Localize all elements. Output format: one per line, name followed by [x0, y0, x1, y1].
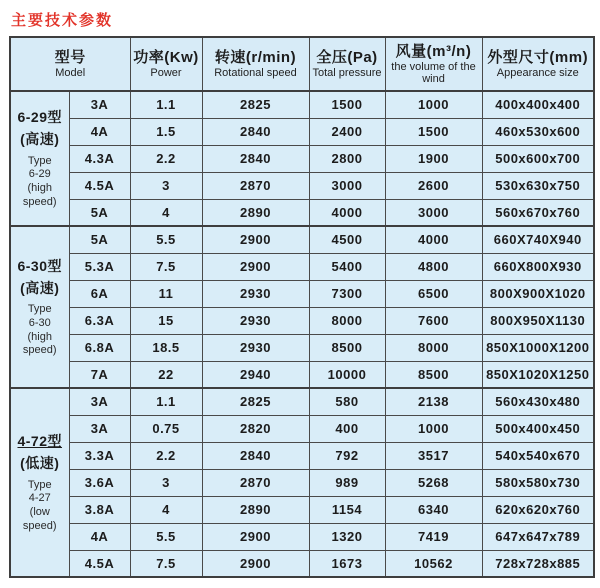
model-cell: 7A: [69, 361, 130, 388]
speed-cell: 2890: [202, 199, 309, 226]
group-label-en: Type: [27, 478, 52, 491]
volume-cell: 2600: [385, 172, 482, 199]
group-label-zh: (低速): [20, 455, 60, 471]
header-label-en: Model: [55, 67, 86, 80]
volume-cell: 7600: [385, 307, 482, 334]
size-cell: 728x728x885: [482, 550, 594, 577]
table-row: [10, 496, 594, 523]
pressure-cell: 3000: [309, 172, 385, 199]
column-header-pressure: [385, 37, 482, 91]
size-cell: 400x400x400: [482, 91, 594, 118]
model-cell: 6.8A: [69, 334, 130, 361]
header-label-zh: 全压(Pa): [316, 48, 378, 66]
pressure-cell: 1500: [309, 91, 385, 118]
size-cell: 647x647x789: [482, 523, 594, 550]
power-cell: 5.5: [130, 226, 202, 253]
table-row: [10, 280, 594, 307]
table-row: [10, 388, 594, 415]
pressure-cell: 400: [309, 415, 385, 442]
size-cell: 460x530x600: [482, 118, 594, 145]
model-cell: 4A: [69, 118, 130, 145]
volume-cell: 7419: [385, 523, 482, 550]
pressure-cell: 10000: [309, 361, 385, 388]
speed-cell: 2900: [202, 550, 309, 577]
pressure-cell: 4500: [309, 226, 385, 253]
speed-cell: 2900: [202, 226, 309, 253]
size-cell: 800X900X1020: [482, 280, 594, 307]
power-cell: 2.2: [130, 145, 202, 172]
header-label-zh: 风量(m³/n): [395, 42, 472, 60]
pressure-cell: 8500: [309, 334, 385, 361]
size-cell: 620x620x760: [482, 496, 594, 523]
table-row: [10, 118, 594, 145]
speed-cell: 2900: [202, 523, 309, 550]
volume-cell: 6340: [385, 496, 482, 523]
size-cell: 560x430x480: [482, 388, 594, 415]
column-header-model: [130, 37, 202, 91]
model-cell: 5A: [69, 199, 130, 226]
table-row: [10, 523, 594, 550]
pressure-cell: 580: [309, 388, 385, 415]
power-cell: 15: [130, 307, 202, 334]
group-label-en: (low: [29, 506, 50, 519]
speed-cell: 2820: [202, 415, 309, 442]
size-cell: 530x630x750: [482, 172, 594, 199]
size-cell: 660X740X940: [482, 226, 594, 253]
column-header-speed: [309, 37, 385, 91]
power-cell: 1.1: [130, 388, 202, 415]
power-cell: 3: [130, 469, 202, 496]
model-cell: 3A: [69, 91, 130, 118]
header-label-zh: 型号: [54, 48, 86, 66]
size-cell: 800X950X1130: [482, 307, 594, 334]
power-cell: 18.5: [130, 334, 202, 361]
volume-cell: 1500: [385, 118, 482, 145]
table-row: [10, 442, 594, 469]
group-label-zh: (高速): [20, 131, 60, 147]
speed-cell: 2870: [202, 172, 309, 199]
pressure-cell: 1673: [309, 550, 385, 577]
speed-cell: 2840: [202, 118, 309, 145]
speed-cell: 2900: [202, 253, 309, 280]
speed-cell: 2890: [202, 496, 309, 523]
table-row: [10, 469, 594, 496]
group-label-en: 4-27: [28, 492, 51, 505]
model-cell: 4.5A: [69, 172, 130, 199]
power-cell: 1.1: [130, 91, 202, 118]
group-label-en: 6-29: [28, 168, 51, 181]
group-label: [10, 388, 69, 577]
table-row: [10, 226, 594, 253]
volume-cell: 1000: [385, 91, 482, 118]
speed-cell: 2930: [202, 334, 309, 361]
size-cell: 500x400x450: [482, 415, 594, 442]
power-cell: 22: [130, 361, 202, 388]
volume-cell: 1000: [385, 415, 482, 442]
volume-cell: 8000: [385, 334, 482, 361]
model-cell: 3A: [69, 388, 130, 415]
header-row: [10, 37, 594, 91]
model-cell: 5.3A: [69, 253, 130, 280]
model-cell: 3.8A: [69, 496, 130, 523]
table-body: [10, 91, 594, 577]
header-label-en: Appearance size: [496, 67, 579, 80]
power-cell: 7.5: [130, 550, 202, 577]
speed-cell: 2940: [202, 361, 309, 388]
model-cell: 6A: [69, 280, 130, 307]
volume-cell: 4000: [385, 226, 482, 253]
size-cell: 540x540x670: [482, 442, 594, 469]
volume-cell: 8500: [385, 361, 482, 388]
header-label-zh: 转速(r/min): [214, 48, 297, 66]
group-label-zh: 6-30型: [17, 257, 63, 274]
spec-table: [9, 36, 595, 578]
group-label-en: (high: [27, 182, 52, 195]
page-title: 主要技术参数: [11, 12, 114, 29]
speed-cell: 2870: [202, 469, 309, 496]
power-cell: 7.5: [130, 253, 202, 280]
header-label-zh: 外型尺寸(mm): [487, 48, 589, 66]
volume-cell: 10562: [385, 550, 482, 577]
volume-cell: 6500: [385, 280, 482, 307]
group-label-zh: (高速): [20, 279, 60, 296]
group-label: [10, 91, 69, 226]
size-cell: 560x670x760: [482, 199, 594, 226]
table-row: [10, 334, 594, 361]
power-cell: 2.2: [130, 442, 202, 469]
table-row: [10, 172, 594, 199]
model-cell: 5A: [69, 226, 130, 253]
size-cell: 580x580x730: [482, 469, 594, 496]
power-cell: 1.5: [130, 118, 202, 145]
speed-cell: 2840: [202, 145, 309, 172]
group-label-en: (high: [27, 330, 52, 343]
size-cell: 850X1000X1200: [482, 334, 594, 361]
column-header-power: [202, 37, 309, 91]
pressure-cell: 4000: [309, 199, 385, 226]
table-row: [10, 253, 594, 280]
pressure-cell: 1320: [309, 523, 385, 550]
volume-cell: 1900: [385, 145, 482, 172]
pressure-cell: 2400: [309, 118, 385, 145]
speed-cell: 2840: [202, 442, 309, 469]
model-cell: 6.3A: [69, 307, 130, 334]
pressure-cell: 2800: [309, 145, 385, 172]
volume-cell: 3000: [385, 199, 482, 226]
model-cell: 4.3A: [69, 145, 130, 172]
speed-cell: 2825: [202, 91, 309, 118]
group-label: [10, 226, 69, 388]
group-label-en: Type: [27, 154, 52, 167]
table-row: [10, 361, 594, 388]
power-cell: 4: [130, 496, 202, 523]
table-row: [10, 91, 594, 118]
header-label-en: the volume of the wind: [391, 61, 476, 86]
speed-cell: 2930: [202, 280, 309, 307]
size-cell: 660X800X930: [482, 253, 594, 280]
pressure-cell: 7300: [309, 280, 385, 307]
header-label-zh: 功率(Kw): [133, 48, 199, 66]
group-label-en: speed): [22, 519, 57, 532]
pressure-cell: 5400: [309, 253, 385, 280]
size-cell: 850X1020X1250: [482, 361, 594, 388]
power-cell: 3: [130, 172, 202, 199]
volume-cell: 4800: [385, 253, 482, 280]
power-cell: 4: [130, 199, 202, 226]
model-cell: 4A: [69, 523, 130, 550]
power-cell: 5.5: [130, 523, 202, 550]
volume-cell: 2138: [385, 388, 482, 415]
power-cell: 0.75: [130, 415, 202, 442]
pressure-cell: 989: [309, 469, 385, 496]
model-cell: 3A: [69, 415, 130, 442]
table-row: [10, 415, 594, 442]
group-label-en: speed): [22, 195, 57, 208]
table-header: [10, 37, 594, 91]
table-row: [10, 550, 594, 577]
pressure-cell: 8000: [309, 307, 385, 334]
model-cell: 3.6A: [69, 469, 130, 496]
size-cell: 500x600x700: [482, 145, 594, 172]
group-label-zh: 6-29型: [17, 109, 63, 126]
speed-cell: 2825: [202, 388, 309, 415]
group-label-en: 6-30: [28, 316, 51, 329]
header-label-en: Total pressure: [312, 67, 382, 80]
header-label-en: Power: [150, 67, 182, 80]
column-header-volume: [482, 37, 594, 91]
power-cell: 11: [130, 280, 202, 307]
group-label-zh: 4-72型: [17, 433, 63, 450]
model-cell: 3.3A: [69, 442, 130, 469]
table-row: [10, 307, 594, 334]
column-header-model: [10, 37, 130, 91]
table-row: [10, 145, 594, 172]
volume-cell: 3517: [385, 442, 482, 469]
pressure-cell: 1154: [309, 496, 385, 523]
header-label-en: Rotational speed: [214, 67, 297, 80]
model-cell: 4.5A: [69, 550, 130, 577]
group-label-en: speed): [22, 344, 57, 357]
pressure-cell: 792: [309, 442, 385, 469]
speed-cell: 2930: [202, 307, 309, 334]
table-row: [10, 199, 594, 226]
volume-cell: 5268: [385, 469, 482, 496]
group-label-en: Type: [27, 303, 52, 316]
